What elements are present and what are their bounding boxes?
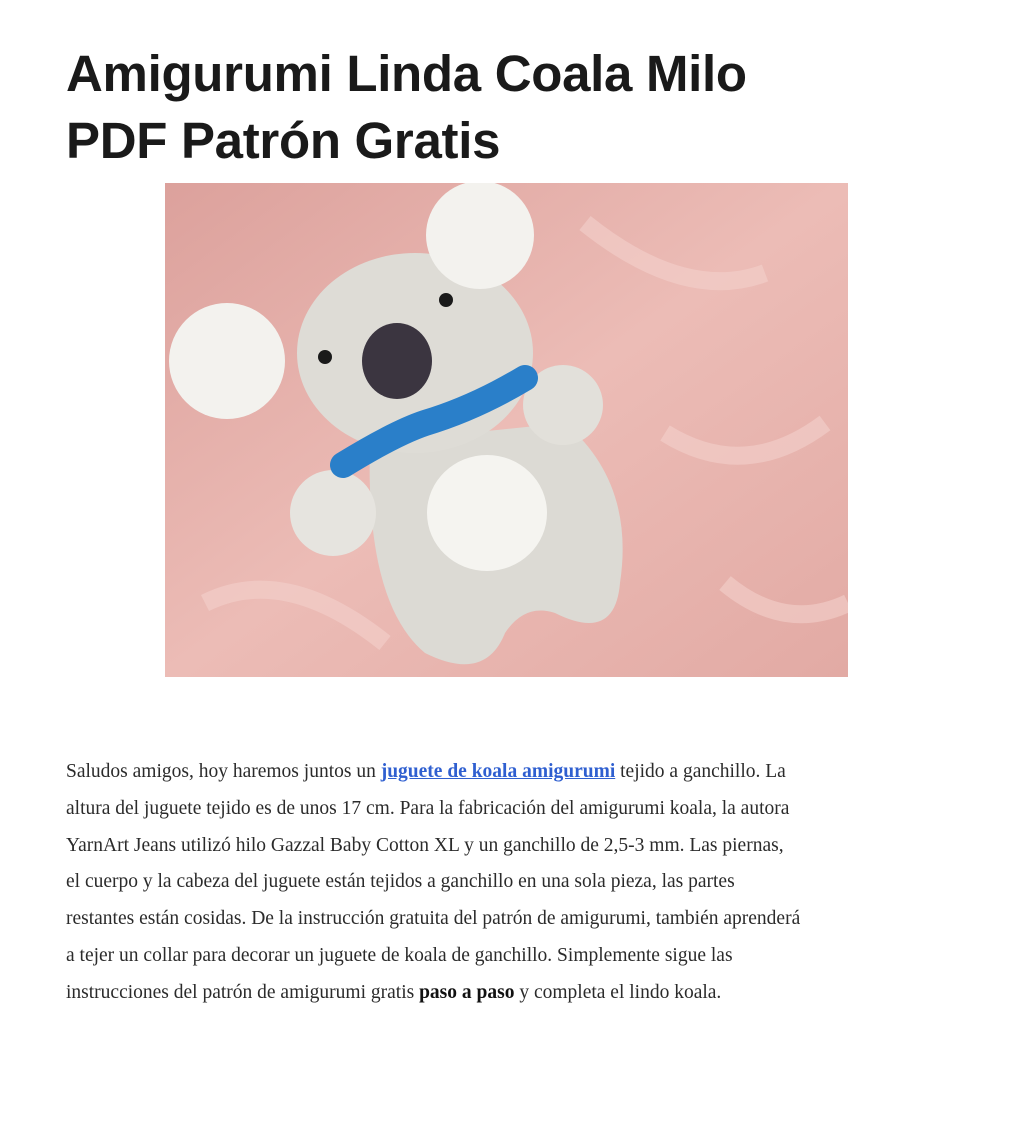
koala-amigurumi-link[interactable]: juguete de koala amigurumi: [380, 761, 616, 782]
paragraph-line: [66, 975, 800, 1012]
paragraph-line: [66, 754, 800, 791]
text: Saludos amigos, hoy haremos juntos un: [66, 761, 381, 782]
text: instrucciones del patrón de amigurumi gratis: [66, 981, 420, 1003]
paragraph-line: restantes están cosidas. De la instrucción gratuita del patrón de amigurumi, también aprenderá: [66, 908, 801, 930]
title-line-1: Amigurumi Linda Coala Milo: [66, 45, 747, 102]
paragraph-line: altura del juguete tejido es de unos 17 cm. Para la fabricación del amigurumi koala, la autora: [66, 797, 790, 819]
page-title: [66, 40, 747, 174]
koala-amigurumi-photo: [165, 183, 848, 677]
title-line-2: PDF Patrón Gratis: [66, 112, 501, 169]
text: y completa el lindo koala.: [514, 981, 722, 1003]
paragraph-line: YarnArt Jeans utilizó hilo Gazzal Baby Cotton XL y un ganchillo de 2,5-3 mm. Las piernas,: [66, 834, 784, 856]
paragraph-line: a tejer un collar para decorar un juguete de koala de ganchillo. Simplemente sigue las: [66, 944, 733, 966]
intro-paragraph: [66, 754, 800, 1012]
paragraph-line: el cuerpo y la cabeza del juguete están tejidos a ganchillo en una sola pieza, las partes: [66, 871, 735, 893]
bold-text: paso a paso: [419, 981, 515, 1003]
text: tejido a ganchillo. La: [615, 761, 786, 782]
